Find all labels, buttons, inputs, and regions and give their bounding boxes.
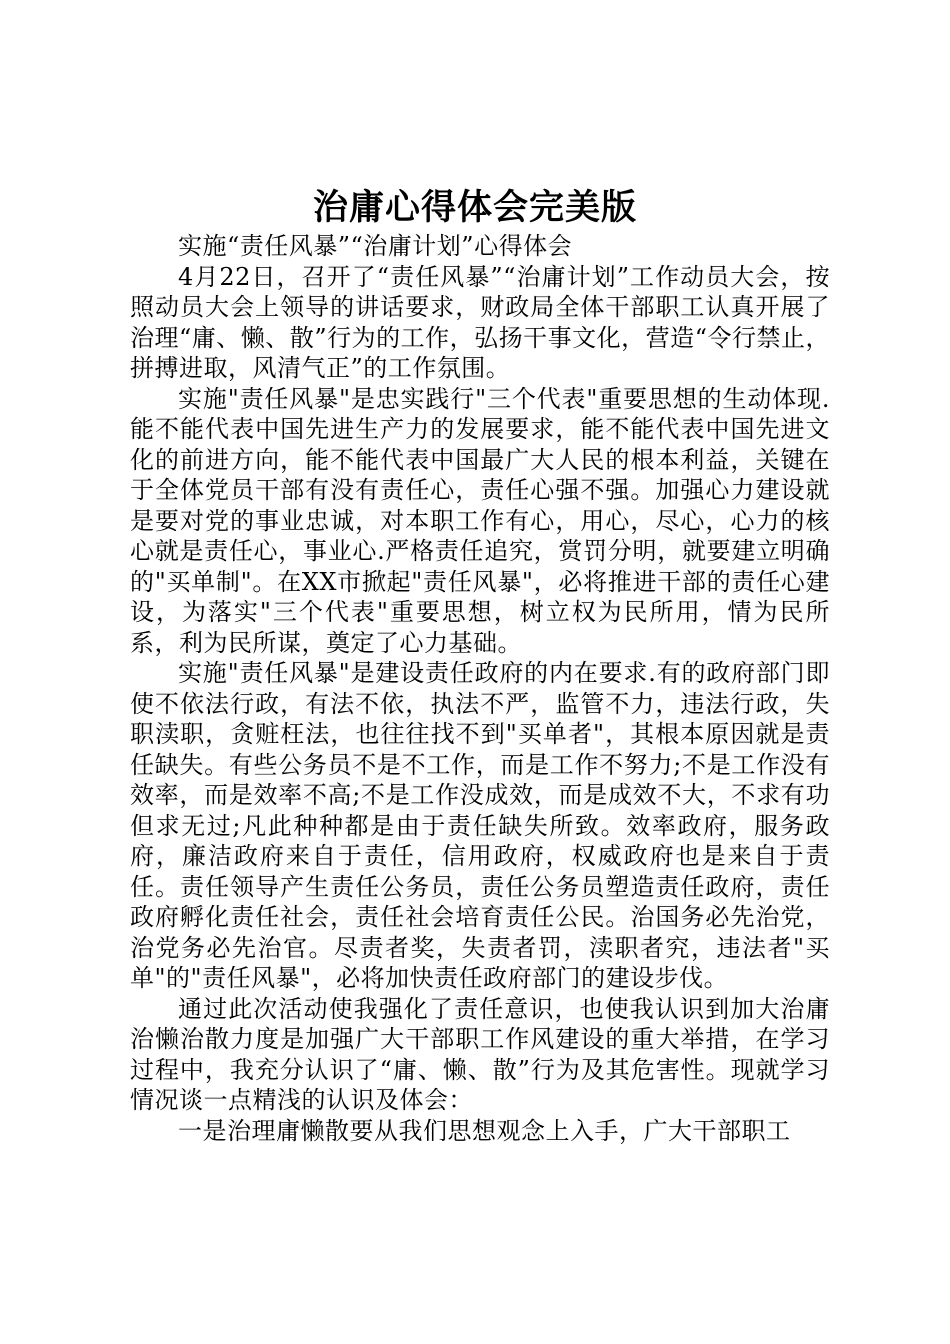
- paragraph-subtitle: 实施“责任风暴”“治庸计划”心得体会: [178, 232, 573, 260]
- paragraph: 实施"责任风暴"是忠实践行"三个代表"重要思想的生动体现.能不能代表中国先进生产力的发展要求，能不能代表中国先进文化的前进方向，能不能代表中国最广大人民的根本利益，关键在于全体党员干部有没有责任心，责任心强不强。加强心力建设就是要对党的事业忠诚，对本职工作有心，用心，尽心，心力的核心就是责任心，事业心.严格责任追究，赏罚分明，就要建立明确的"买单制"。在XX市掀起"责任风暴"，必将推进干部的责任心建设，为落实"三个代表"重要思想，树立权为民所用，情为民所系，利为民所谋，奠定了心力基础。: [130, 384, 830, 657]
- document-body: [130, 231, 830, 1146]
- document-title: 治庸心得体会完美版: [312, 187, 637, 228]
- paragraph: 4月22日，召开了“责任风暴”“治庸计划”工作动员大会，按照动员大会上领导的讲话要求，财政局全体干部职工认真开展了治理“庸、懒、散”行为的工作，弘扬干事文化，营造“令行禁止，拼搏进取，风清气正”的工作氛围。: [130, 262, 830, 382]
- paragraph: 一是治理庸懒散要从我们思想观念上入手，广大干部职工: [178, 1116, 791, 1145]
- paragraph: 通过此次活动使我强化了责任意识，也使我认识到加大治庸治懒治散力度是加强广大干部职工作风建设的重大举措，在学习过程中，我充分认识了“庸、懒、散”行为及其危害性。现就学习情况谈一点精浅的认识及体会：: [130, 994, 830, 1114]
- paragraph: 实施"责任风暴"是建设责任政府的内在要求.有的政府部门即使不依法行政，有法不依，执法不严，监管不力，违法行政，失职渎职，贪赃枉法，也往往找不到"买单者"，其根本原因就是责任缺失。有些公务员不是不工作，而是工作不努力;不是工作没有效率，而是效率不高;不是工作没成效，而是成效不大，不求有功但求无过;凡此种种都是由于责任缺失所致。效率政府，服务政府，廉洁政府来自于责任，信用政府，权威政府也是来自于责任。责任领导产生责任公务员，责任公务员塑造责任政府，责任政府孵化责任社会，责任社会培育责任公民。治国务必先治党，治党务必先治官。尽责者奖，失责者罚，渎职者究，违法者"买单"的"责任风暴"，必将加快责任政府部门的建设步伐。: [130, 659, 830, 992]
